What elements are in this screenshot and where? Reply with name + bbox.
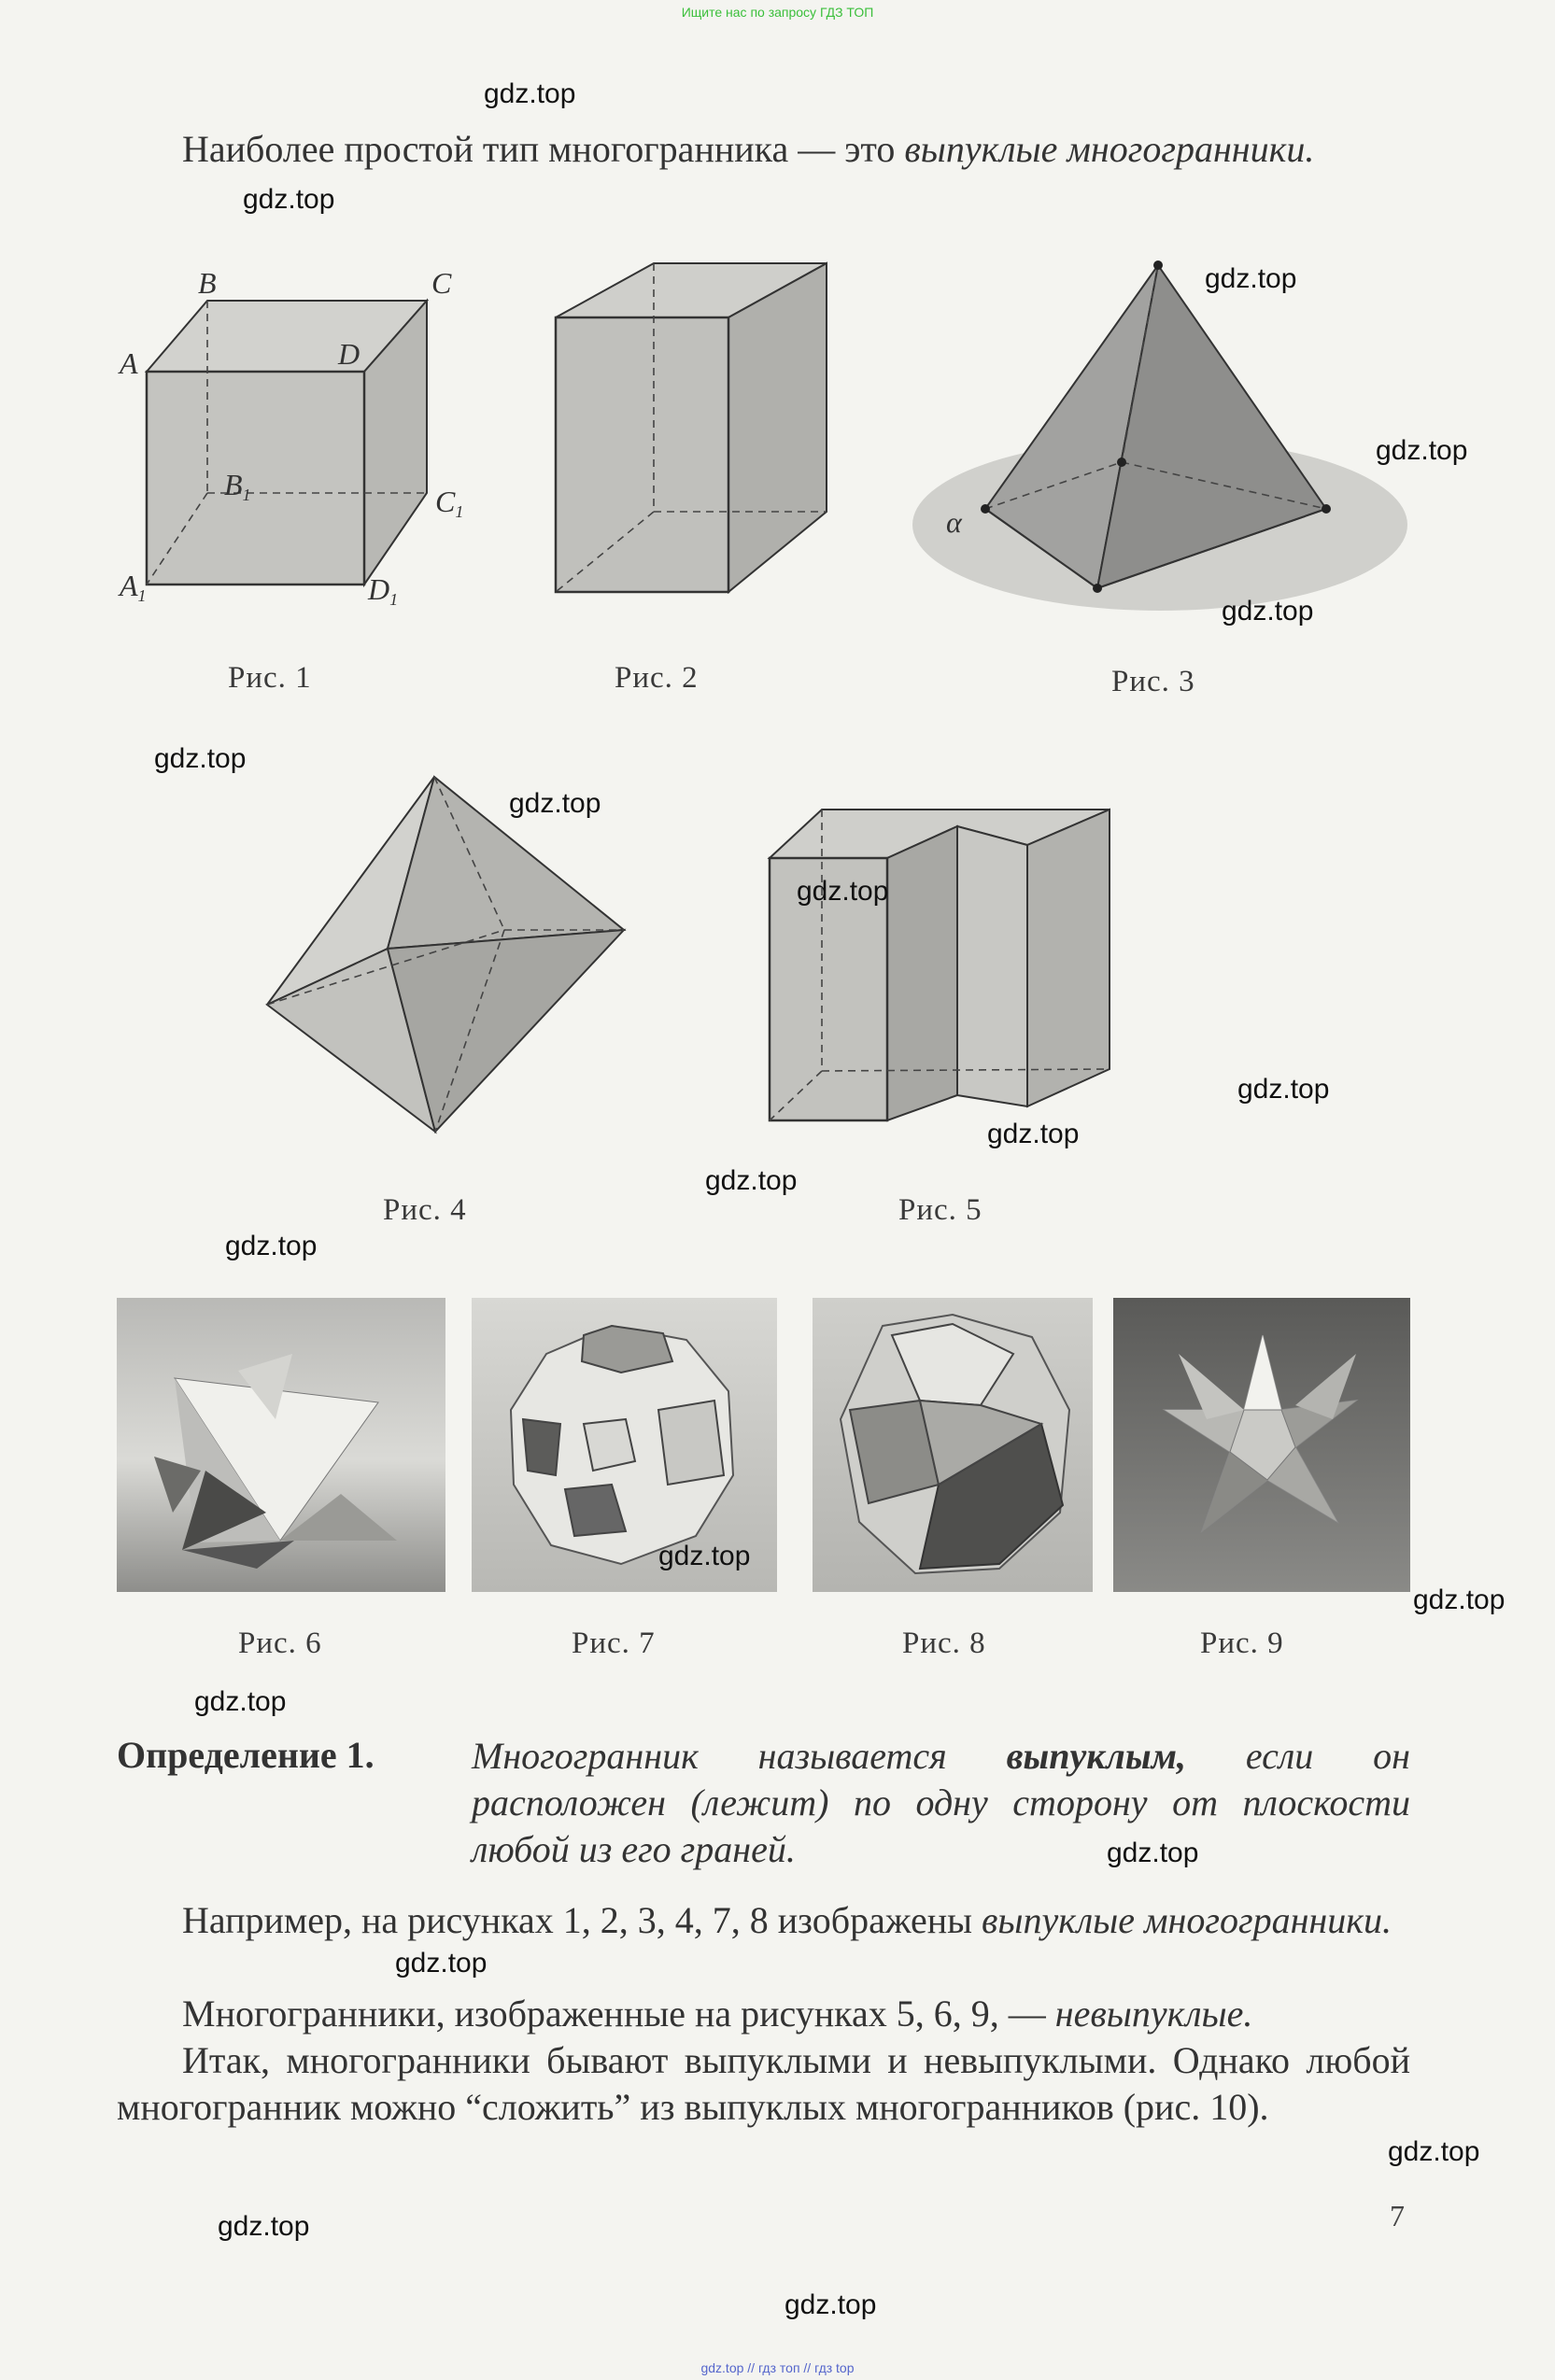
intro-paragraph: [117, 126, 1410, 173]
vertex-b-label: B: [198, 266, 217, 300]
caption-fig-5: Рис. 5: [898, 1193, 982, 1227]
watermark: gdz.top: [1413, 1584, 1506, 1615]
watermark: gdz.top: [509, 788, 601, 819]
watermark: gdz.top: [987, 1119, 1080, 1149]
figure-2-prism: [542, 252, 850, 607]
watermark: gdz.top: [705, 1165, 798, 1196]
stella-tetrahedron-drawing: [117, 1298, 445, 1592]
example-paragraph: [117, 1897, 1410, 1944]
vertex-d1-sub: 1: [389, 590, 399, 609]
plane-alpha-label: α: [946, 505, 962, 539]
caption-fig-6: Рис. 6: [238, 1627, 322, 1660]
vertex-c1-label: [435, 485, 463, 521]
caption-fig-9: Рис. 9: [1200, 1627, 1284, 1660]
caption-fig-1: Рис. 1: [228, 661, 312, 695]
stellated-dodecahedron-drawing: [1113, 1298, 1410, 1592]
truncated-tetrahedron-drawing: [813, 1298, 1093, 1592]
vertex-c1-letter: C: [435, 485, 456, 518]
caption-fig-8: Рис. 8: [902, 1627, 986, 1660]
watermark: gdz.top: [243, 184, 335, 215]
watermark: gdz.top: [225, 1231, 318, 1261]
watermark: gdz.top: [658, 1541, 751, 1571]
caption-fig-7: Рис. 7: [572, 1627, 656, 1660]
figure-3-pyramid: [911, 252, 1434, 626]
vertex-c-label: C: [431, 266, 452, 300]
watermark: gdz.top: [218, 2211, 310, 2242]
watermark: gdz.top: [484, 78, 576, 109]
vertex-d-label: D: [338, 337, 360, 371]
vertex-a1-sub: 1: [137, 586, 147, 605]
top-banner[interactable]: Ищите нас по запросу ГДЗ ТОП: [681, 5, 874, 20]
watermark: gdz.top: [797, 876, 889, 907]
figure-1-cube: [93, 252, 495, 626]
vertex-b1-letter: B: [224, 468, 243, 501]
example-text: Например, на рисунках 1, 2, 3, 4, 7, 8 изображены: [182, 1899, 982, 1941]
nonconvex-paragraph: [117, 1991, 1410, 2037]
vertex-b1-sub: 1: [242, 486, 251, 504]
intro-italic: выпуклые многогранники.: [904, 128, 1315, 170]
definition-heading: Определение 1.: [117, 1734, 375, 1776]
photo-fig-8: [813, 1298, 1093, 1592]
watermark: gdz.top: [1222, 596, 1314, 627]
page-number: 7: [1390, 2199, 1405, 2232]
vertex-c1-sub: 1: [455, 502, 464, 521]
vertex-d1-label: [367, 572, 398, 609]
nonconvex-italic: невыпуклые.: [1054, 1993, 1253, 2035]
nonconvex-text: Многогранники, изображенные на рисунках 5, 6, 9, —: [182, 1993, 1055, 2035]
photo-fig-6: [117, 1298, 445, 1592]
watermark: gdz.top: [785, 2289, 877, 2320]
conclusion-paragraph: Итак, многогранники бывают выпуклыми и невыпуклыми. Однако любой многогранник можно “сложить” из выпуклых многогранников (рис. 10).: [117, 2039, 1410, 2128]
example-italic: выпуклые многогранники.: [982, 1899, 1392, 1941]
watermark: gdz.top: [1237, 1074, 1330, 1105]
watermark: gdz.top: [1388, 2136, 1480, 2167]
definition-pre: Многогранник называется: [472, 1735, 1007, 1777]
bottom-banner[interactable]: gdz.top // гдз топ // гдз top: [700, 2360, 855, 2375]
vertex-a1-label: [118, 569, 147, 605]
figure-4-octahedron: [252, 766, 644, 1158]
vertex-a-label: A: [120, 346, 138, 380]
caption-fig-4: Рис. 4: [383, 1193, 467, 1227]
caption-fig-3: Рис. 3: [1111, 665, 1195, 698]
definition-body: [472, 1733, 1410, 1873]
watermark: gdz.top: [194, 1686, 287, 1717]
watermark: gdz.top: [395, 1948, 488, 1979]
vertex-d1-letter: D: [368, 572, 390, 606]
watermark: gdz.top: [154, 743, 247, 774]
definition-bold: выпуклым,: [1006, 1735, 1186, 1777]
caption-fig-2: Рис. 2: [615, 661, 699, 695]
vertex-a1-letter: A: [120, 569, 138, 602]
intro-text: Наиболее простой тип многогранника — это: [182, 128, 905, 170]
watermark: gdz.top: [1205, 263, 1297, 294]
definition-post: если он расположен (лежит) по одну сторону от плоскости любой из его граней.: [472, 1735, 1410, 1870]
watermark: gdz.top: [1376, 435, 1468, 466]
watermark: gdz.top: [1107, 1838, 1199, 1868]
photo-fig-9: [1113, 1298, 1410, 1592]
figure-5-nonconvex-prism: [756, 798, 1139, 1125]
